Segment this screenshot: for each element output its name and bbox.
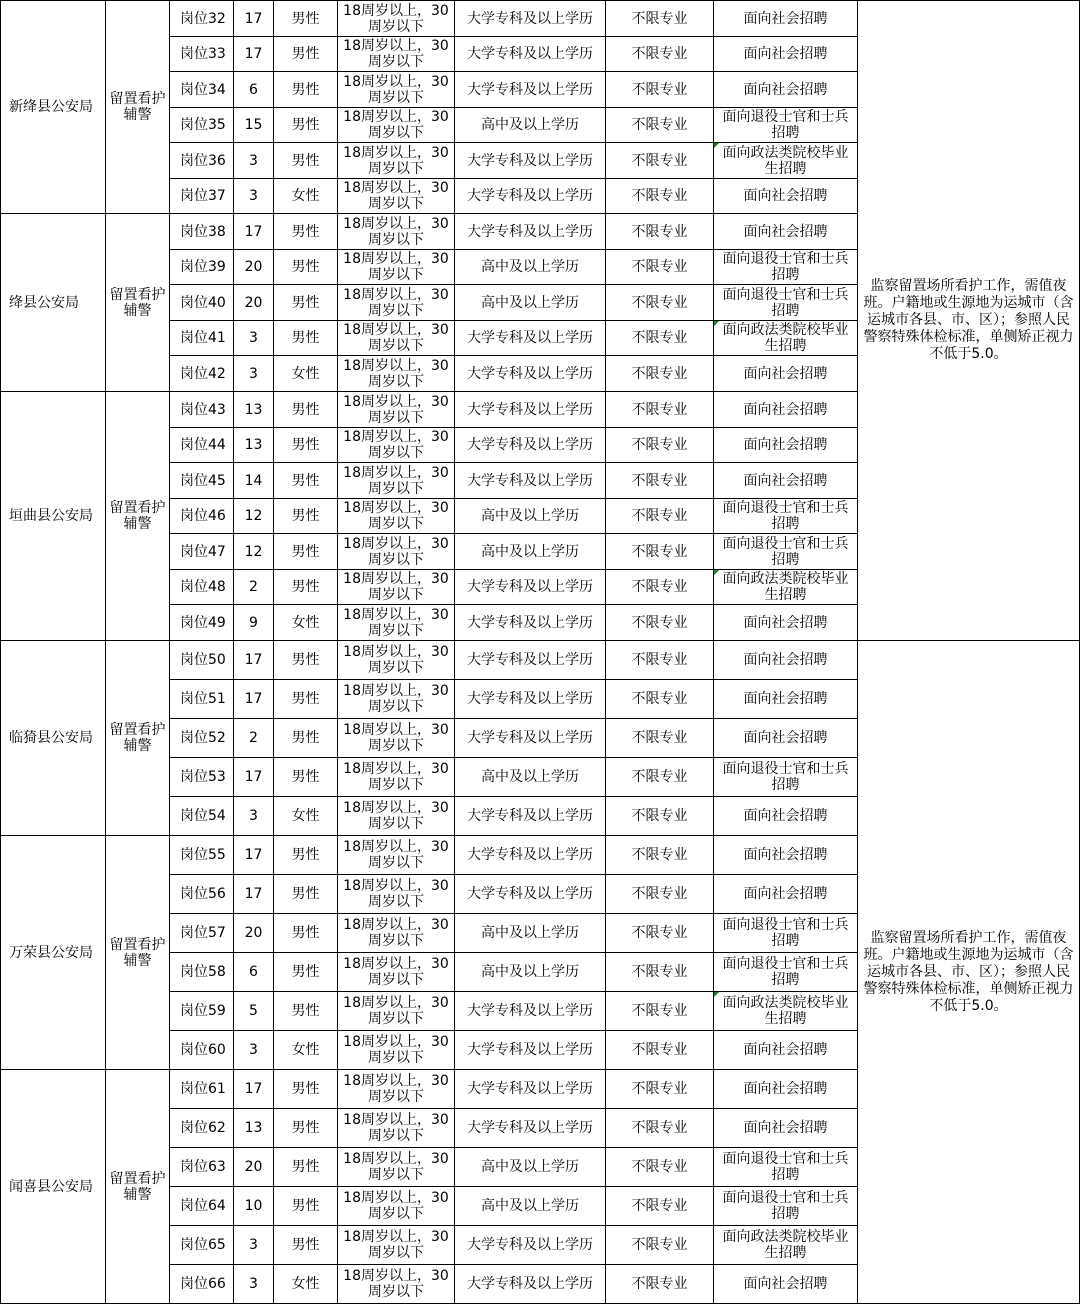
unit-cell: 新绛县公安局	[1, 1, 106, 214]
gender-cell: 女性	[274, 605, 338, 641]
major-cell: 不限专业	[606, 463, 714, 499]
age-cell: 18周岁以上，30周岁以下	[338, 499, 455, 534]
major-cell: 不限专业	[606, 37, 714, 72]
major-cell: 不限专业	[606, 72, 714, 108]
education-cell: 高中及以上学历	[455, 758, 606, 797]
unit-cell: 闻喜县公安局	[1, 1070, 106, 1304]
major-cell: 不限专业	[606, 499, 714, 534]
target-cell: 面向退役士官和士兵招聘	[714, 1187, 858, 1226]
count-cell: 17	[234, 1, 274, 37]
unit-cell: 垣曲县公安局	[1, 392, 106, 641]
target-cell: 面向退役士官和士兵招聘	[714, 953, 858, 992]
target-cell: 面向社会招聘	[714, 641, 858, 680]
major-cell: 不限专业	[606, 214, 714, 250]
target-cell: 面向退役士官和士兵招聘	[714, 534, 858, 570]
education-cell: 高中及以上学历	[455, 250, 606, 285]
age-cell: 18周岁以上，30周岁以下	[338, 534, 455, 570]
major-cell: 不限专业	[606, 1070, 714, 1109]
age-cell: 18周岁以上，30周岁以下	[338, 953, 455, 992]
gender-cell: 男性	[274, 953, 338, 992]
age-cell: 18周岁以上，30周岁以下	[338, 1109, 455, 1148]
post-cell: 岗位65	[170, 1226, 234, 1265]
count-cell: 20	[234, 250, 274, 285]
target-cell: 面向社会招聘	[714, 37, 858, 72]
education-cell: 大学专科及以上学历	[455, 719, 606, 758]
target-cell: 面向社会招聘	[714, 1031, 858, 1070]
unit-cell: 绛县公安局	[1, 214, 106, 392]
gender-cell: 男性	[274, 392, 338, 428]
target-cell: 面向社会招聘	[714, 719, 858, 758]
count-cell: 3	[234, 179, 274, 214]
unit-cell: 临猗县公安局	[1, 641, 106, 836]
post-cell: 岗位55	[170, 836, 234, 875]
post-cell: 岗位62	[170, 1109, 234, 1148]
age-cell: 18周岁以上，30周岁以下	[338, 72, 455, 108]
unit-cell: 万荣县公安局	[1, 836, 106, 1070]
requirements-note: 监察留置场所看护工作，需值夜班。户籍地或生源地为运城市（含运城市各县、市、区）；参照人民警察特殊体检标准，单侧矫正视力不低于5.0。	[858, 1, 1080, 641]
age-cell: 18周岁以上，30周岁以下	[338, 250, 455, 285]
major-cell: 不限专业	[606, 428, 714, 463]
target-cell: 面向社会招聘	[714, 179, 858, 214]
count-cell: 13	[234, 1109, 274, 1148]
education-cell: 大学专科及以上学历	[455, 605, 606, 641]
target-cell: 面向社会招聘	[714, 356, 858, 392]
post-cell: 岗位46	[170, 499, 234, 534]
position-cell: 留置看护辅警	[106, 641, 170, 836]
education-cell: 大学专科及以上学历	[455, 428, 606, 463]
post-cell: 岗位43	[170, 392, 234, 428]
post-cell: 岗位33	[170, 37, 234, 72]
education-cell: 大学专科及以上学历	[455, 836, 606, 875]
gender-cell: 男性	[274, 463, 338, 499]
major-cell: 不限专业	[606, 680, 714, 719]
major-cell: 不限专业	[606, 179, 714, 214]
education-cell: 大学专科及以上学历	[455, 392, 606, 428]
count-cell: 20	[234, 914, 274, 953]
post-cell: 岗位32	[170, 1, 234, 37]
gender-cell: 男性	[274, 1109, 338, 1148]
post-cell: 岗位66	[170, 1265, 234, 1304]
age-cell: 18周岁以上，30周岁以下	[338, 37, 455, 72]
age-cell: 18周岁以上，30周岁以下	[338, 179, 455, 214]
education-cell: 大学专科及以上学历	[455, 179, 606, 214]
age-cell: 18周岁以上，30周岁以下	[338, 680, 455, 719]
age-cell: 18周岁以上，30周岁以下	[338, 428, 455, 463]
count-cell: 17	[234, 680, 274, 719]
age-cell: 18周岁以上，30周岁以下	[338, 392, 455, 428]
count-cell: 17	[234, 836, 274, 875]
major-cell: 不限专业	[606, 836, 714, 875]
education-cell: 大学专科及以上学历	[455, 570, 606, 605]
count-cell: 12	[234, 534, 274, 570]
post-cell: 岗位49	[170, 605, 234, 641]
count-cell: 15	[234, 108, 274, 143]
target-cell: 面向社会招聘	[714, 214, 858, 250]
gender-cell: 女性	[274, 1265, 338, 1304]
education-cell: 大学专科及以上学历	[455, 463, 606, 499]
post-cell: 岗位48	[170, 570, 234, 605]
post-cell: 岗位41	[170, 321, 234, 356]
count-cell: 17	[234, 758, 274, 797]
major-cell: 不限专业	[606, 356, 714, 392]
gender-cell: 女性	[274, 797, 338, 836]
target-cell: 面向社会招聘	[714, 836, 858, 875]
post-cell: 岗位51	[170, 680, 234, 719]
target-cell: 面向社会招聘	[714, 797, 858, 836]
post-cell: 岗位45	[170, 463, 234, 499]
education-cell: 高中及以上学历	[455, 499, 606, 534]
age-cell: 18周岁以上，30周岁以下	[338, 356, 455, 392]
gender-cell: 男性	[274, 428, 338, 463]
gender-cell: 男性	[274, 250, 338, 285]
post-cell: 岗位34	[170, 72, 234, 108]
gender-cell: 男性	[274, 641, 338, 680]
education-cell: 大学专科及以上学历	[455, 143, 606, 179]
major-cell: 不限专业	[606, 797, 714, 836]
post-cell: 岗位35	[170, 108, 234, 143]
gender-cell: 男性	[274, 285, 338, 321]
post-cell: 岗位47	[170, 534, 234, 570]
education-cell: 大学专科及以上学历	[455, 875, 606, 914]
target-cell: 面向退役士官和士兵招聘	[714, 914, 858, 953]
major-cell: 不限专业	[606, 1109, 714, 1148]
target-cell: 面向社会招聘	[714, 1, 858, 37]
age-cell: 18周岁以上，30周岁以下	[338, 321, 455, 356]
requirements-note: 监察留置场所看护工作，需值夜班。户籍地或生源地为运城市（含运城市各县、市、区）；参照人民警察特殊体检标准，单侧矫正视力不低于5.0。	[858, 641, 1080, 1304]
count-cell: 3	[234, 143, 274, 179]
post-cell: 岗位54	[170, 797, 234, 836]
count-cell: 5	[234, 992, 274, 1031]
age-cell: 18周岁以上，30周岁以下	[338, 463, 455, 499]
education-cell: 大学专科及以上学历	[455, 641, 606, 680]
target-cell: 面向退役士官和士兵招聘	[714, 1148, 858, 1187]
gender-cell: 男性	[274, 1070, 338, 1109]
gender-cell: 男性	[274, 108, 338, 143]
education-cell: 大学专科及以上学历	[455, 1109, 606, 1148]
age-cell: 18周岁以上，30周岁以下	[338, 1070, 455, 1109]
education-cell: 大学专科及以上学历	[455, 1, 606, 37]
major-cell: 不限专业	[606, 392, 714, 428]
age-cell: 18周岁以上，30周岁以下	[338, 285, 455, 321]
target-cell: 面向政法类院校毕业生招聘	[714, 321, 858, 356]
count-cell: 3	[234, 1226, 274, 1265]
post-cell: 岗位39	[170, 250, 234, 285]
target-cell: 面向政法类院校毕业生招聘	[714, 992, 858, 1031]
age-cell: 18周岁以上，30周岁以下	[338, 875, 455, 914]
target-cell: 面向社会招聘	[714, 428, 858, 463]
count-cell: 2	[234, 570, 274, 605]
gender-cell: 男性	[274, 1148, 338, 1187]
major-cell: 不限专业	[606, 992, 714, 1031]
position-cell: 留置看护辅警	[106, 1070, 170, 1304]
count-cell: 20	[234, 1148, 274, 1187]
major-cell: 不限专业	[606, 1265, 714, 1304]
major-cell: 不限专业	[606, 953, 714, 992]
education-cell: 大学专科及以上学历	[455, 1226, 606, 1265]
education-cell: 高中及以上学历	[455, 534, 606, 570]
age-cell: 18周岁以上，30周岁以下	[338, 143, 455, 179]
table-body	[1, 1, 1080, 1304]
gender-cell: 男性	[274, 836, 338, 875]
count-cell: 17	[234, 214, 274, 250]
target-cell: 面向社会招聘	[714, 680, 858, 719]
count-cell: 6	[234, 72, 274, 108]
post-cell: 岗位60	[170, 1031, 234, 1070]
count-cell: 3	[234, 356, 274, 392]
age-cell: 18周岁以上，30周岁以下	[338, 1148, 455, 1187]
education-cell: 高中及以上学历	[455, 1148, 606, 1187]
gender-cell: 女性	[274, 179, 338, 214]
table-row	[1, 1, 1080, 37]
count-cell: 3	[234, 797, 274, 836]
post-cell: 岗位59	[170, 992, 234, 1031]
age-cell: 18周岁以上，30周岁以下	[338, 914, 455, 953]
major-cell: 不限专业	[606, 875, 714, 914]
education-cell: 大学专科及以上学历	[455, 680, 606, 719]
post-cell: 岗位64	[170, 1187, 234, 1226]
education-cell: 大学专科及以上学历	[455, 321, 606, 356]
age-cell: 18周岁以上，30周岁以下	[338, 1, 455, 37]
major-cell: 不限专业	[606, 1187, 714, 1226]
count-cell: 3	[234, 1265, 274, 1304]
position-cell: 留置看护辅警	[106, 214, 170, 392]
count-cell: 17	[234, 37, 274, 72]
age-cell: 18周岁以上，30周岁以下	[338, 1265, 455, 1304]
count-cell: 13	[234, 392, 274, 428]
count-cell: 17	[234, 1070, 274, 1109]
education-cell: 高中及以上学历	[455, 914, 606, 953]
major-cell: 不限专业	[606, 641, 714, 680]
age-cell: 18周岁以上，30周岁以下	[338, 758, 455, 797]
major-cell: 不限专业	[606, 321, 714, 356]
gender-cell: 男性	[274, 1, 338, 37]
target-cell: 面向社会招聘	[714, 392, 858, 428]
education-cell: 大学专科及以上学历	[455, 1070, 606, 1109]
major-cell: 不限专业	[606, 1226, 714, 1265]
post-cell: 岗位56	[170, 875, 234, 914]
target-cell: 面向退役士官和士兵招聘	[714, 758, 858, 797]
target-cell: 面向退役士官和士兵招聘	[714, 108, 858, 143]
count-cell: 20	[234, 285, 274, 321]
target-cell: 面向社会招聘	[714, 1109, 858, 1148]
education-cell: 大学专科及以上学历	[455, 214, 606, 250]
major-cell: 不限专业	[606, 285, 714, 321]
gender-cell: 男性	[274, 72, 338, 108]
gender-cell: 男性	[274, 992, 338, 1031]
gender-cell: 女性	[274, 1031, 338, 1070]
age-cell: 18周岁以上，30周岁以下	[338, 1187, 455, 1226]
age-cell: 18周岁以上，30周岁以下	[338, 1031, 455, 1070]
post-cell: 岗位53	[170, 758, 234, 797]
major-cell: 不限专业	[606, 1148, 714, 1187]
post-cell: 岗位61	[170, 1070, 234, 1109]
post-cell: 岗位52	[170, 719, 234, 758]
post-cell: 岗位42	[170, 356, 234, 392]
target-cell: 面向社会招聘	[714, 72, 858, 108]
target-cell: 面向社会招聘	[714, 875, 858, 914]
age-cell: 18周岁以上，30周岁以下	[338, 570, 455, 605]
age-cell: 18周岁以上，30周岁以下	[338, 641, 455, 680]
target-cell: 面向退役士官和士兵招聘	[714, 250, 858, 285]
education-cell: 大学专科及以上学历	[455, 356, 606, 392]
age-cell: 18周岁以上，30周岁以下	[338, 719, 455, 758]
count-cell: 14	[234, 463, 274, 499]
table-row	[1, 641, 1080, 680]
gender-cell: 男性	[274, 570, 338, 605]
gender-cell: 男性	[274, 914, 338, 953]
post-cell: 岗位58	[170, 953, 234, 992]
count-cell: 13	[234, 428, 274, 463]
education-cell: 大学专科及以上学历	[455, 992, 606, 1031]
target-cell: 面向社会招聘	[714, 1070, 858, 1109]
gender-cell: 男性	[274, 875, 338, 914]
major-cell: 不限专业	[606, 758, 714, 797]
target-cell: 面向政法类院校毕业生招聘	[714, 570, 858, 605]
post-cell: 岗位57	[170, 914, 234, 953]
post-cell: 岗位63	[170, 1148, 234, 1187]
major-cell: 不限专业	[606, 108, 714, 143]
education-cell: 大学专科及以上学历	[455, 1265, 606, 1304]
major-cell: 不限专业	[606, 1031, 714, 1070]
count-cell: 3	[234, 321, 274, 356]
gender-cell: 男性	[274, 680, 338, 719]
education-cell: 大学专科及以上学历	[455, 37, 606, 72]
position-cell: 留置看护辅警	[106, 392, 170, 641]
target-cell: 面向社会招聘	[714, 605, 858, 641]
post-cell: 岗位38	[170, 214, 234, 250]
gender-cell: 男性	[274, 1226, 338, 1265]
count-cell: 17	[234, 875, 274, 914]
target-cell: 面向政法类院校毕业生招聘	[714, 1226, 858, 1265]
target-cell: 面向退役士官和士兵招聘	[714, 285, 858, 321]
gender-cell: 男性	[274, 214, 338, 250]
major-cell: 不限专业	[606, 719, 714, 758]
position-cell: 留置看护辅警	[106, 836, 170, 1070]
age-cell: 18周岁以上，30周岁以下	[338, 836, 455, 875]
target-cell: 面向社会招聘	[714, 463, 858, 499]
count-cell: 2	[234, 719, 274, 758]
gender-cell: 男性	[274, 534, 338, 570]
count-cell: 6	[234, 953, 274, 992]
major-cell: 不限专业	[606, 914, 714, 953]
education-cell: 高中及以上学历	[455, 953, 606, 992]
education-cell: 高中及以上学历	[455, 285, 606, 321]
count-cell: 3	[234, 1031, 274, 1070]
gender-cell: 男性	[274, 1187, 338, 1226]
count-cell: 10	[234, 1187, 274, 1226]
target-cell: 面向政法类院校毕业生招聘	[714, 143, 858, 179]
age-cell: 18周岁以上，30周岁以下	[338, 992, 455, 1031]
age-cell: 18周岁以上，30周岁以下	[338, 108, 455, 143]
education-cell: 高中及以上学历	[455, 1187, 606, 1226]
post-cell: 岗位36	[170, 143, 234, 179]
education-cell: 大学专科及以上学历	[455, 72, 606, 108]
target-cell: 面向社会招聘	[714, 1265, 858, 1304]
gender-cell: 男性	[274, 37, 338, 72]
major-cell: 不限专业	[606, 1, 714, 37]
age-cell: 18周岁以上，30周岁以下	[338, 797, 455, 836]
post-cell: 岗位37	[170, 179, 234, 214]
count-cell: 9	[234, 605, 274, 641]
education-cell: 大学专科及以上学历	[455, 1031, 606, 1070]
major-cell: 不限专业	[606, 534, 714, 570]
target-cell: 面向退役士官和士兵招聘	[714, 499, 858, 534]
major-cell: 不限专业	[606, 605, 714, 641]
major-cell: 不限专业	[606, 570, 714, 605]
gender-cell: 男性	[274, 321, 338, 356]
gender-cell: 女性	[274, 356, 338, 392]
major-cell: 不限专业	[606, 143, 714, 179]
gender-cell: 男性	[274, 499, 338, 534]
gender-cell: 男性	[274, 758, 338, 797]
position-cell: 留置看护辅警	[106, 1, 170, 214]
count-cell: 17	[234, 641, 274, 680]
education-cell: 高中及以上学历	[455, 108, 606, 143]
gender-cell: 男性	[274, 143, 338, 179]
age-cell: 18周岁以上，30周岁以下	[338, 214, 455, 250]
post-cell: 岗位44	[170, 428, 234, 463]
gender-cell: 男性	[274, 719, 338, 758]
age-cell: 18周岁以上，30周岁以下	[338, 605, 455, 641]
education-cell: 大学专科及以上学历	[455, 797, 606, 836]
major-cell: 不限专业	[606, 250, 714, 285]
post-cell: 岗位50	[170, 641, 234, 680]
post-cell: 岗位40	[170, 285, 234, 321]
age-cell: 18周岁以上，30周岁以下	[338, 1226, 455, 1265]
count-cell: 12	[234, 499, 274, 534]
